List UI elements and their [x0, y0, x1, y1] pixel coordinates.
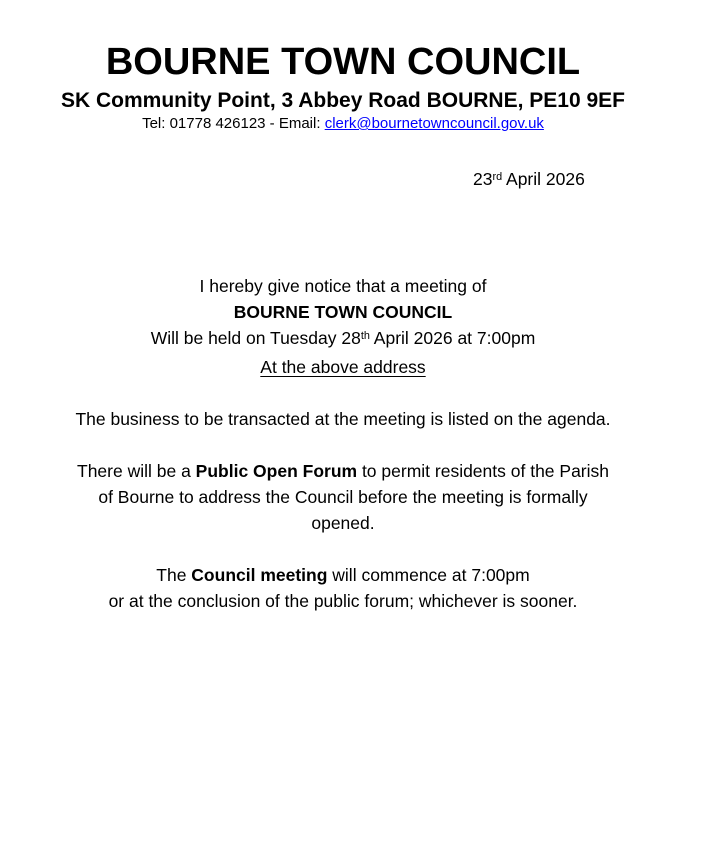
commence-line-1-post: will commence at 7:00pm [327, 565, 530, 585]
forum-line-1-post: to permit residents of the Parish [357, 461, 609, 481]
notice-line-1: I hereby give notice that a meeting of [199, 276, 487, 296]
contact-prefix: Tel: 01778 426123 - Email: [142, 115, 325, 132]
address-line: SK Community Point, 3 Abbey Road BOURNE, PE10 9EF [61, 89, 625, 112]
commence-line-1-pre: The [156, 565, 192, 585]
commence-line-2: or at the conclusion of the public forum; whichever is sooner. [108, 591, 578, 611]
date-day: 23 [473, 169, 493, 189]
notice-line-3 [42, 325, 644, 354]
email-link[interactable]: clerk@bournetowncouncil.gov.uk [324, 115, 544, 132]
date-line [42, 166, 644, 195]
date-month-year: April 2026 [502, 169, 585, 189]
forum-line-1-pre: There will be a [77, 461, 196, 481]
notice-line-3-pre: Will be held on Tuesday 28 [150, 328, 361, 348]
notice-block [42, 273, 644, 380]
forum-line-3: opened. [311, 513, 375, 533]
page-title: BOURNE TOWN COUNCIL [105, 41, 581, 83]
forum-line-1-bold: Public Open Forum [195, 461, 358, 481]
business-paragraph [42, 406, 644, 432]
notice-line-3-ordinal: th [360, 330, 370, 343]
notice-line-2: BOURNE TOWN COUNCIL [233, 302, 453, 322]
date-ordinal: rd [492, 171, 503, 184]
forum-paragraph [42, 458, 644, 536]
document-page [42, 40, 644, 614]
notice-line-3-post: April 2026 at 7:00pm [369, 328, 536, 348]
commence-paragraph [42, 562, 644, 614]
commence-line-1-bold: Council meeting [191, 565, 328, 585]
forum-line-1 [42, 458, 644, 484]
contact-line [42, 114, 644, 133]
forum-line-2: of Bourne to address the Council before the meeting is formally [98, 487, 588, 507]
business-line-1: The business to be transacted at the meeting is listed on the agenda. [75, 409, 611, 429]
commence-line-1 [42, 562, 644, 588]
notice-line-4: At the above address [260, 357, 426, 377]
